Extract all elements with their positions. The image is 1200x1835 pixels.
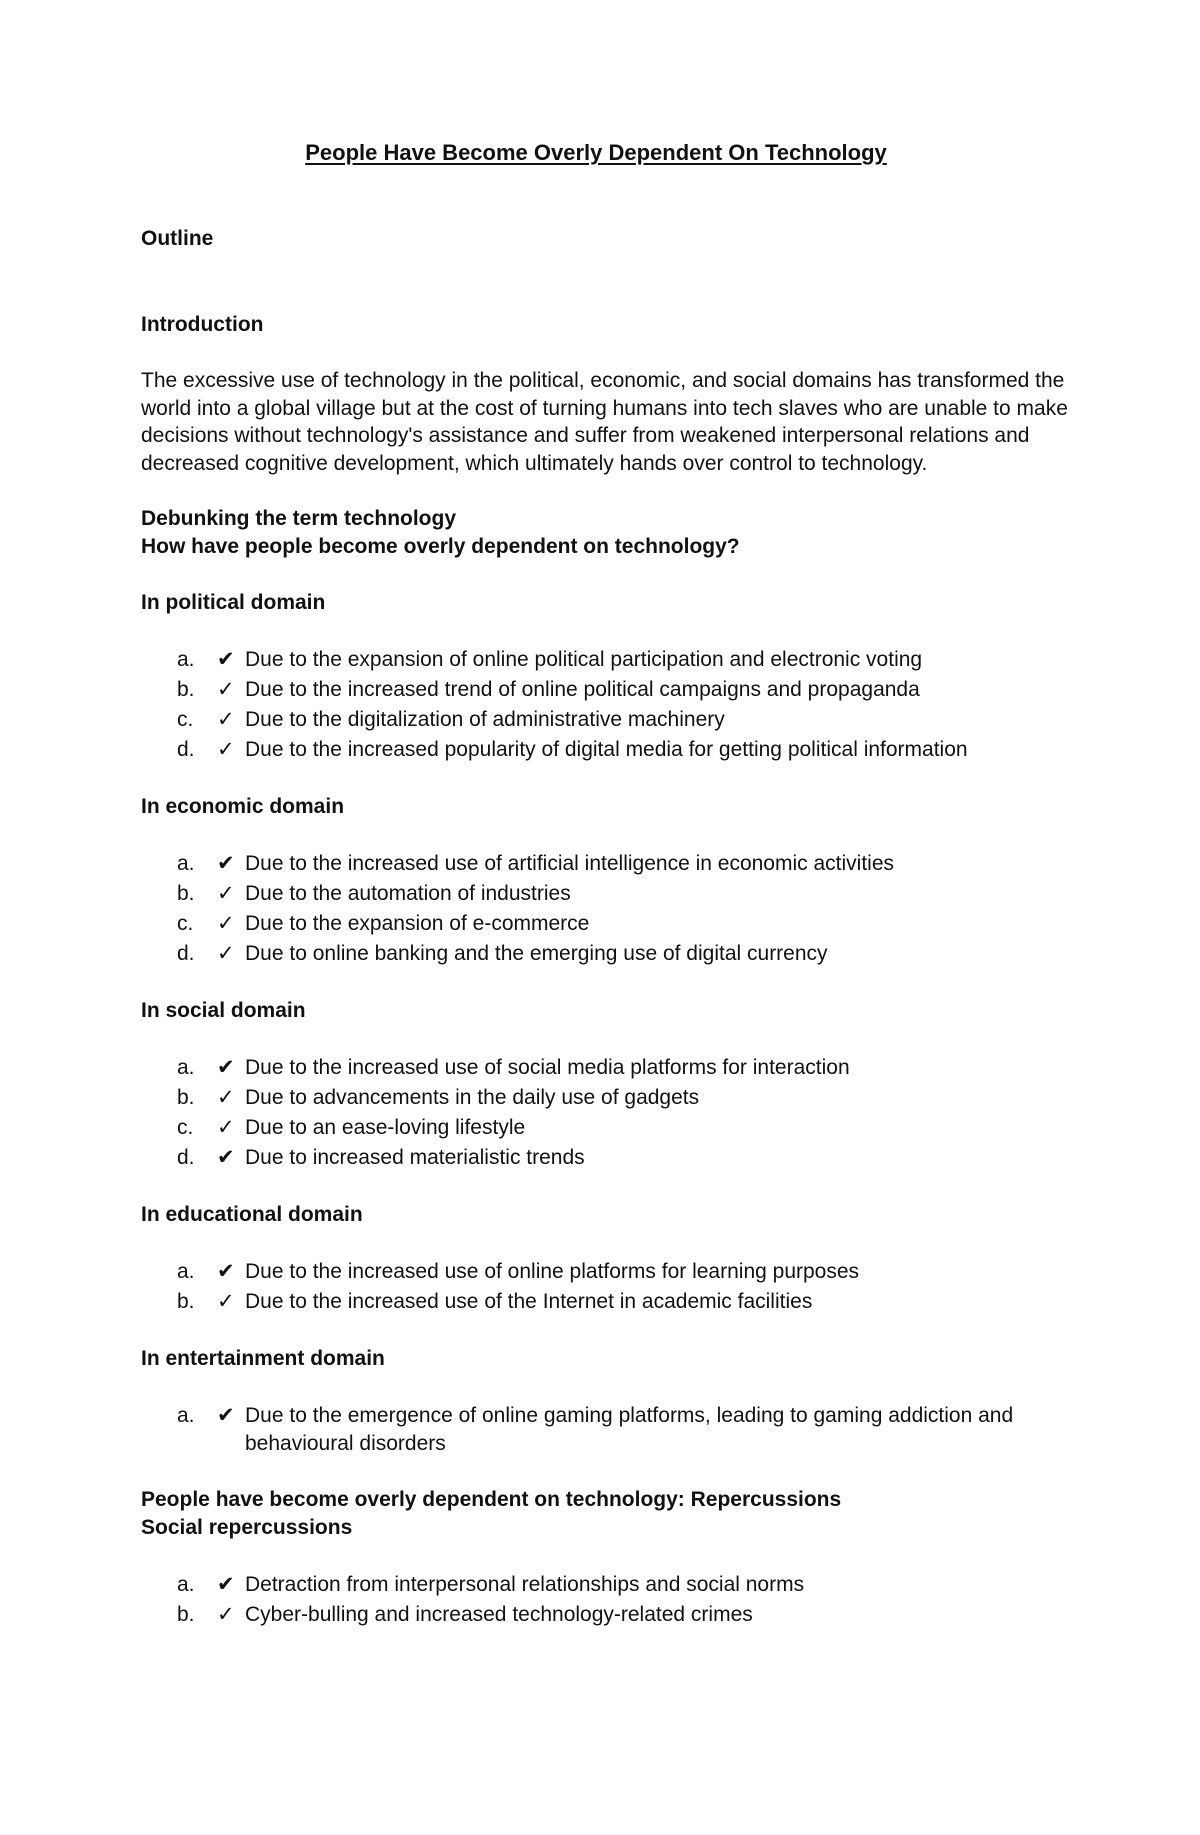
check-icon: ✔ [217,1573,235,1596]
list-marker: a. [177,1573,195,1596]
list-item [177,849,1071,879]
how-dependent-headings [141,505,1071,561]
list-marker: d. [177,1146,195,1169]
check-icon: ✓ [217,882,235,905]
social-repercussions-heading: Social repercussions [141,1516,353,1539]
list-item [177,1401,1071,1458]
list-item [177,735,1071,765]
list-item-text: Due to the increased use of online platforms for learning purposes [245,1260,860,1283]
outline-heading: Outline [141,227,214,250]
list-marker: b. [177,1290,195,1313]
check-icon: ✓ [217,942,235,965]
list-marker: a. [177,1404,195,1427]
list-marker: b. [177,882,195,905]
check-icon: ✔ [217,1404,235,1427]
list-item-text: Due to the expansion of online political participation and electronic voting [245,648,923,671]
list-item-text: Due to online banking and the emerging use of digital currency [245,942,828,965]
check-icon: ✓ [217,1116,235,1139]
list-item [177,1287,1071,1317]
list-item-text: Due to advancements in the daily use of gadgets [245,1086,700,1109]
list-marker: c. [177,708,194,731]
document-body [141,225,1071,1658]
list-item [177,1053,1071,1083]
check-icon: ✓ [217,912,235,935]
list-item-text: Cyber-bulling and increased technology-related crimes [245,1603,753,1626]
debunking-heading: Debunking the term technology [141,507,457,530]
list-item-text: Due to an ease-loving lifestyle [245,1116,526,1139]
list-item [177,1570,1071,1600]
check-icon: ✓ [217,708,235,731]
introduction-paragraph: The excessive use of technology in the political, economic, and social domains has transformed the world into a global village but at the cost of turning humans into tech slaves who are unable to make decisions without technology's assistance and suffer from weakened interpersonal relations and decreased cognitive development, which ultimately hands over control to technology. [141,369,1068,475]
list-item [177,1600,1071,1630]
check-icon: ✓ [217,1603,235,1626]
check-icon: ✓ [217,1086,235,1109]
section-heading-educational: In educational domain [141,1203,363,1226]
list-item [177,705,1071,735]
list-item-text: Due to increased materialistic trends [245,1146,585,1169]
list-marker: a. [177,1056,195,1079]
list-marker: c. [177,1116,194,1139]
check-icon: ✔ [217,1146,235,1169]
check-icon: ✓ [217,1290,235,1313]
list-item [177,1113,1071,1143]
list-item-text: Due to the expansion of e-commerce [245,912,590,935]
list-item [177,909,1071,939]
check-icon: ✔ [217,1260,235,1283]
list-item [177,675,1071,705]
list-item-text: Due to the increased trend of online political campaigns and propaganda [245,678,920,701]
how-dependent-heading: How have people become overly dependent on technology? [141,535,740,558]
repercussions-headings [141,1486,1071,1542]
list-marker: d. [177,738,195,761]
document-title [0,140,1200,166]
economic-list [141,849,1071,969]
list-item-text: Due to the increased use of the Internet in academic facilities [245,1290,813,1313]
list-marker: b. [177,1086,195,1109]
list-marker: b. [177,678,195,701]
check-icon: ✔ [217,648,235,671]
list-item-text: Detraction from interpersonal relationships and social norms [245,1573,805,1596]
repercussions-heading: People have become overly dependent on technology: Repercussions [141,1488,842,1511]
list-item [177,879,1071,909]
check-icon: ✔ [217,1056,235,1079]
section-heading-economic: In economic domain [141,795,345,818]
political-list [141,645,1071,765]
list-marker: a. [177,852,195,875]
check-icon: ✓ [217,678,235,701]
entertainment-list [141,1401,1071,1458]
list-item-text: Due to the increased use of social media platforms for interaction [245,1056,850,1079]
list-item [177,645,1071,675]
social-list [141,1053,1071,1173]
list-marker: c. [177,912,194,935]
social-repercussions-list [141,1570,1071,1630]
list-item [177,1143,1071,1173]
section-heading-social: In social domain [141,999,306,1022]
introduction-heading: Introduction [141,313,264,336]
list-item-text: Due to the automation of industries [245,882,571,905]
list-item [177,939,1071,969]
educational-list [141,1257,1071,1317]
list-marker: a. [177,1260,195,1283]
list-marker: b. [177,1603,195,1626]
list-item-text: Due to the increased use of artificial intelligence in economic activities [245,852,895,875]
list-marker: a. [177,648,195,671]
list-marker: d. [177,942,195,965]
check-icon: ✓ [217,738,235,761]
document-title-text: People Have Become Overly Dependent On Technology [305,140,887,165]
check-icon: ✔ [217,852,235,875]
list-item-text: Due to the emergence of online gaming platforms, leading to gaming addiction and behavioural disorders [245,1404,1014,1455]
list-item [177,1257,1071,1287]
list-item-text: Due to the digitalization of administrative machinery [245,708,725,731]
section-heading-political: In political domain [141,591,326,614]
section-heading-entertainment: In entertainment domain [141,1347,385,1370]
list-item [177,1083,1071,1113]
list-item-text: Due to the increased popularity of digital media for getting political information [245,738,968,761]
